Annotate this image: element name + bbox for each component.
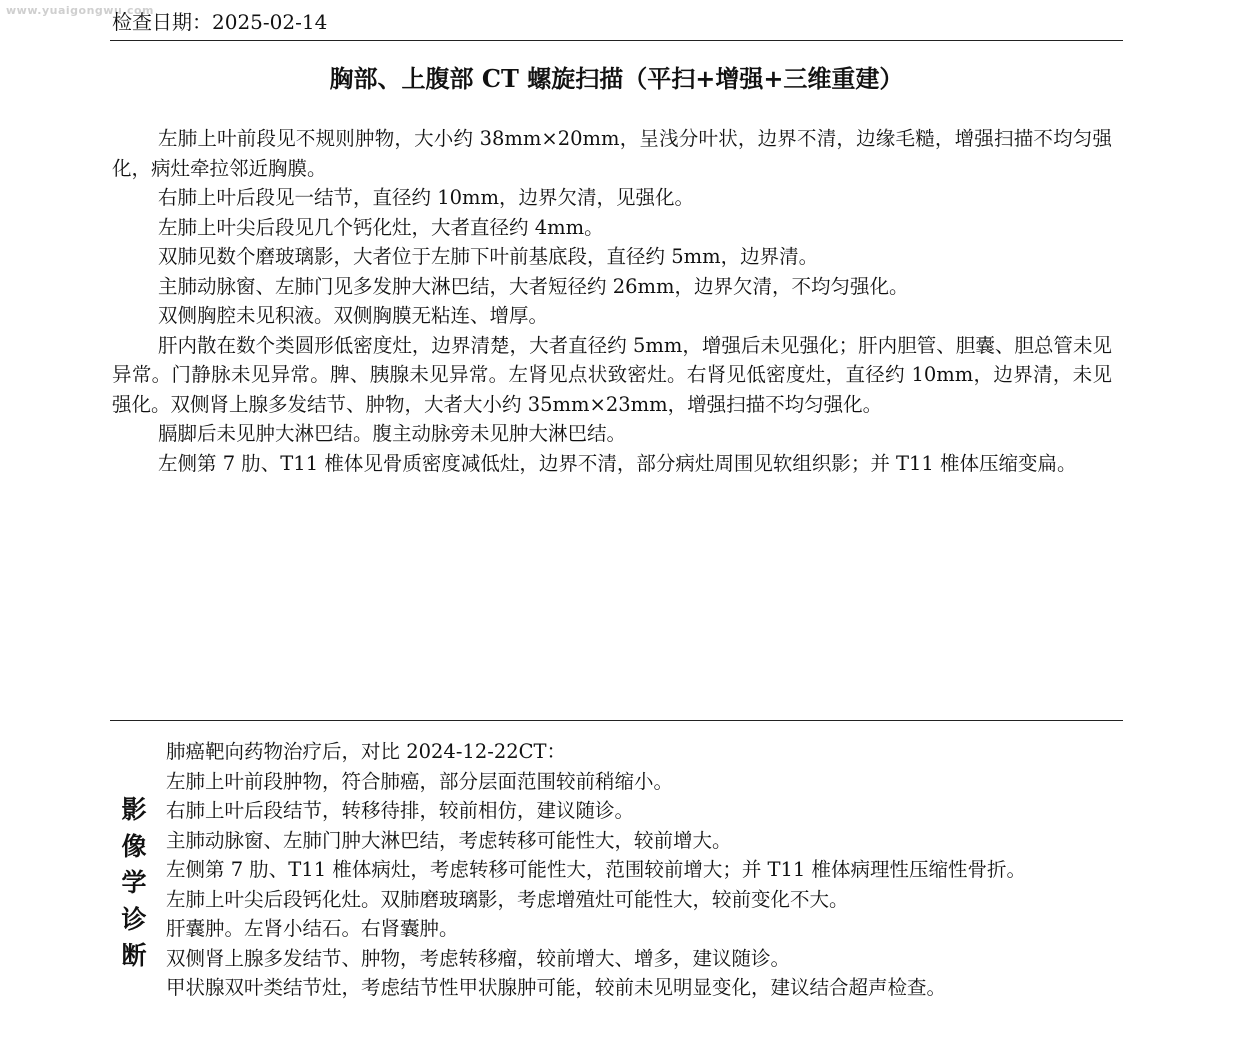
finding-paragraph: 膈脚后未见肿大淋巴结。腹主动脉旁未见肿大淋巴结。: [158, 422, 627, 445]
diagnosis-label-char: 影: [121, 795, 147, 824]
diagnosis-item: 甲状腺双叶类结节灶，考虑结节性甲状腺肿可能，较前未见明显变化，建议结合超声检查。: [166, 976, 947, 999]
diagnosis-label-char: 诊: [121, 904, 147, 934]
diagnosis-item: 双侧肾上腺多发结节、肿物，考虑转移瘤，较前增大、增多，建议随诊。: [166, 946, 791, 970]
finding-paragraph: 左肺上叶尖后段见几个钙化灶，大者直径约 4mm。: [158, 215, 604, 239]
diagnosis-label-char: 断: [121, 941, 147, 970]
diagnosis-item: 左侧第 7 肋、T11 椎体病灶，考虑转移可能性大，范围较前增大；并 T11 椎体病理性压缩性骨折。: [166, 858, 1027, 881]
finding-paragraph: 双侧胸腔未见积液。双侧胸膜无粘连、增厚。: [158, 304, 549, 327]
finding-paragraph: 肝内散在数个类圆形低密度灶，边界清楚，大者直径约 5mm，增强后未见强化；肝内胆管、胆囊、胆总管未见异常。门静脉未见异常。脾、胰腺未见异常。左肾见点状致密灶。右肾见低密度灶，直径约 10mm，边界清，未见强化。双侧肾上腺多发结节、肿物，大者大小约 35mm×23mm，增强扫描不均匀强化。: [112, 333, 1112, 416]
finding-paragraph: 右肺上叶后段见一结节，直径约 10mm，边界欠清，见强化。: [158, 186, 694, 209]
finding-paragraph: 双肺见数个磨玻璃影，大者位于左肺下叶前基底段，直径约 5mm，边界清。: [158, 245, 819, 268]
finding-paragraph: 左肺上叶前段见不规则肿物，大小约 38mm×20mm，呈浅分叶状，边界不清，边缘毛糙，增强扫描不均匀强化，病灶牵拉邻近胸膜。: [112, 127, 1112, 180]
diagnosis-item: 左肺上叶尖后段钙化灶。双肺磨玻璃影，考虑增殖灶可能性大，较前变化不大。: [166, 887, 849, 911]
diagnosis-section: [166, 737, 1126, 1003]
diagnosis-item: 左肺上叶前段肿物，符合肺癌，部分层面范围较前稍缩小。: [166, 769, 674, 793]
diagnosis-item: 主肺动脉窗、左肺门肿大淋巴结，考虑转移可能性大，较前增大。: [166, 828, 732, 852]
report-title: 胸部、上腹部 CT 螺旋扫描（平扫+增强+三维重建）: [329, 64, 904, 93]
section-divider: [110, 720, 1123, 721]
diagnosis-label-char: 学: [121, 868, 147, 897]
exam-date: 检查日期：2025-02-14: [112, 10, 328, 34]
finding-paragraph: 主肺动脉窗、左肺门见多发肿大淋巴结，大者短径约 26mm，边界欠清，不均匀强化。: [158, 274, 909, 298]
diagnosis-item: 右肺上叶后段结节，转移待排，较前相仿，建议随诊。: [166, 799, 635, 822]
finding-paragraph: 左侧第 7 肋、T11 椎体见骨质密度减低灶，边界不清，部分病灶周围见软组织影；并 T11 椎体压缩变扁。: [158, 451, 1077, 475]
findings-section: [112, 124, 1112, 478]
diagnosis-item: 肺癌靶向药物治疗后，对比 2024-12-22CT：: [166, 740, 567, 763]
header-divider: [110, 40, 1123, 41]
watermark-text: www.yuaigongwu.com: [6, 4, 155, 17]
diagnosis-label: [116, 792, 152, 975]
diagnosis-label-char: 像: [121, 831, 147, 861]
diagnosis-item: 肝囊肿。左肾小结石。右肾囊肿。: [166, 917, 459, 940]
